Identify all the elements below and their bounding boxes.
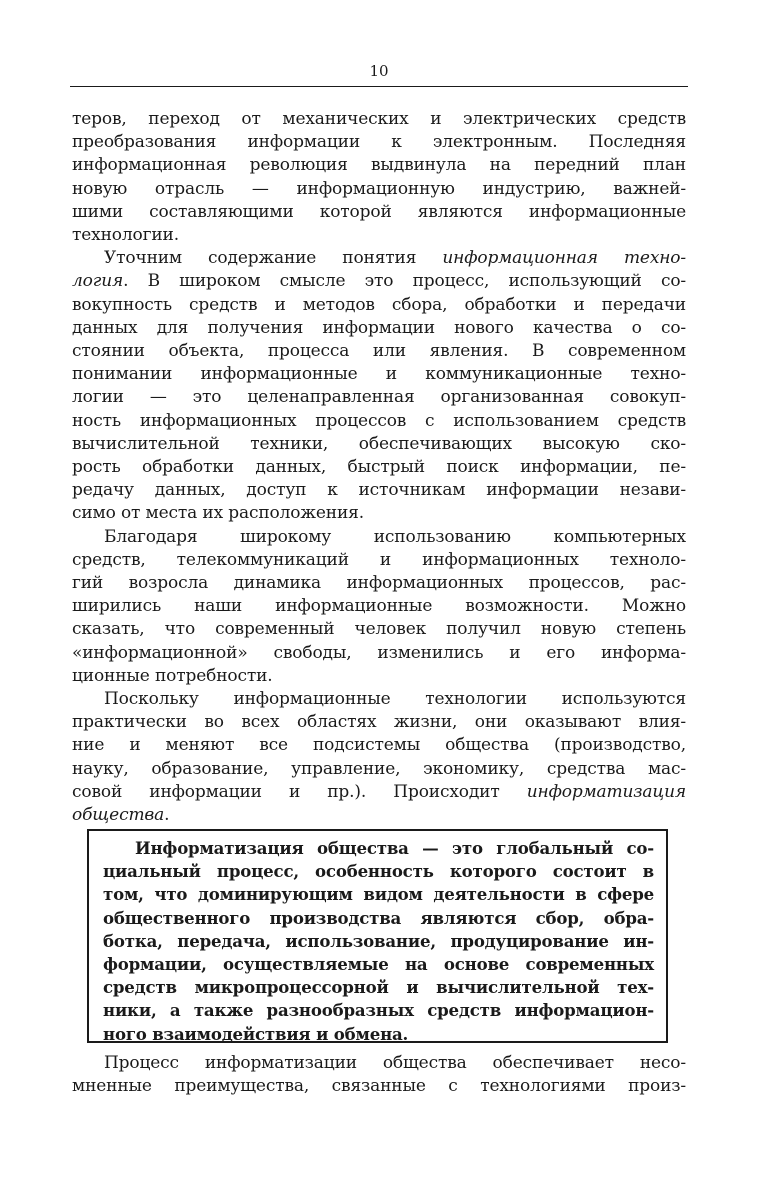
term-italic: общества — [72, 805, 165, 826]
paragraph-4 — [72, 688, 686, 827]
text-line: теров, переход от механических и электрических средств — [72, 109, 686, 129]
text-line: практически во всех областях жизни, они оказывают влия- — [72, 712, 686, 733]
text-line: данных для получения информации нового качества о со- — [72, 317, 686, 338]
definition-line: формации, осуществляемые на основе современных — [103, 954, 654, 975]
text-span: совой информации и пр.). Происходит — [72, 781, 527, 802]
text-line: вокупность средств и методов сбора, обработки и передачи — [72, 294, 686, 315]
text-line: гий возросла динамика информационных процессов, рас- — [72, 573, 686, 594]
body-text — [72, 108, 686, 827]
text-line — [72, 804, 686, 827]
term-italic: логия — [72, 271, 124, 292]
text-line — [72, 247, 686, 270]
definition-box — [87, 829, 668, 1043]
text-span: Уточним содержание понятия — [104, 248, 443, 269]
text-line: симо от места их расположения. — [72, 503, 364, 524]
text-line: новую отрасль — информационную индустрию, важней- — [72, 178, 686, 199]
definition-line: средств микропроцессорной и вычислительной тех- — [103, 977, 654, 998]
text-line: ционные потребности. — [72, 665, 273, 686]
text-line: ние и меняют все подсистемы общества (производство, — [72, 735, 686, 756]
text-line: ширились наши информационные возможности. Можно — [72, 596, 686, 617]
paragraph-2 — [72, 247, 686, 525]
text-line: науку, образование, управление, экономику, средства мас- — [72, 758, 686, 779]
text-line — [72, 781, 686, 804]
definition-line: циальный процесс, особенность которого состоит в — [103, 861, 654, 882]
definition-line: Информатизация общества — это глобальный со- — [135, 838, 654, 858]
paragraph-5 — [72, 1052, 686, 1098]
term-italic: информатизация — [526, 781, 686, 802]
text-line: Поскольку информационные технологии используются — [104, 689, 686, 710]
definition-line: ники, а также разнообразных средств информацион- — [103, 1000, 654, 1021]
text-line: преобразования информации к электронным. Последняя — [72, 132, 686, 153]
definition-line: ного взаимодействия и обмена. — [103, 1023, 409, 1044]
term-italic: информационная техно- — [442, 248, 686, 269]
text-line: ность информационных процессов с использованием средств — [72, 410, 686, 431]
text-line: вычислительной техники, обеспечивающих высокую ско- — [72, 433, 686, 454]
text-line: «информационной» свободы, изменились и его информа- — [72, 642, 686, 663]
text-line: сказать, что современный человек получил новую степень — [72, 619, 686, 640]
text-line: рость обработки данных, быстрый поиск информации, пе- — [72, 457, 686, 478]
text-line — [72, 270, 686, 293]
page-number: 10 — [369, 62, 389, 80]
text-line: шими составляющими которой являются информационные — [72, 201, 686, 222]
paragraph-1 — [72, 108, 686, 247]
text-line: стоянии объекта, процесса или явления. В современном — [72, 341, 686, 362]
text-line: Благодаря широкому использованию компьютерных — [104, 526, 686, 547]
definition-line: том, что доминирующим видом деятельности в сфере — [103, 884, 654, 905]
text-line: мненные преимущества, связанные с технологиями произ- — [72, 1076, 686, 1097]
definition-line: общественного производства являются сбор, обра- — [103, 907, 654, 928]
text-line: информационная революция выдвинула на передний план — [72, 155, 686, 176]
text-span: . В широком смысле это процесс, использующий со- — [123, 271, 686, 292]
text-line: технологии. — [72, 225, 179, 246]
text-line: Процесс информатизации общества обеспечивает несо- — [104, 1053, 686, 1073]
paragraph-3 — [72, 526, 686, 688]
text-line: редачу данных, доступ к источникам информации незави- — [72, 480, 686, 501]
text-line: средств, телекоммуникаций и информационных техноло- — [72, 549, 686, 570]
page-header — [70, 60, 688, 87]
text-line: логии — это целенаправленная организованная совокуп- — [72, 387, 686, 408]
definition-line: ботка, передача, использование, продуцирование ин- — [103, 930, 654, 951]
text-line: понимании информационные и коммуникационные техно- — [72, 364, 686, 385]
text-span: . — [164, 805, 170, 826]
